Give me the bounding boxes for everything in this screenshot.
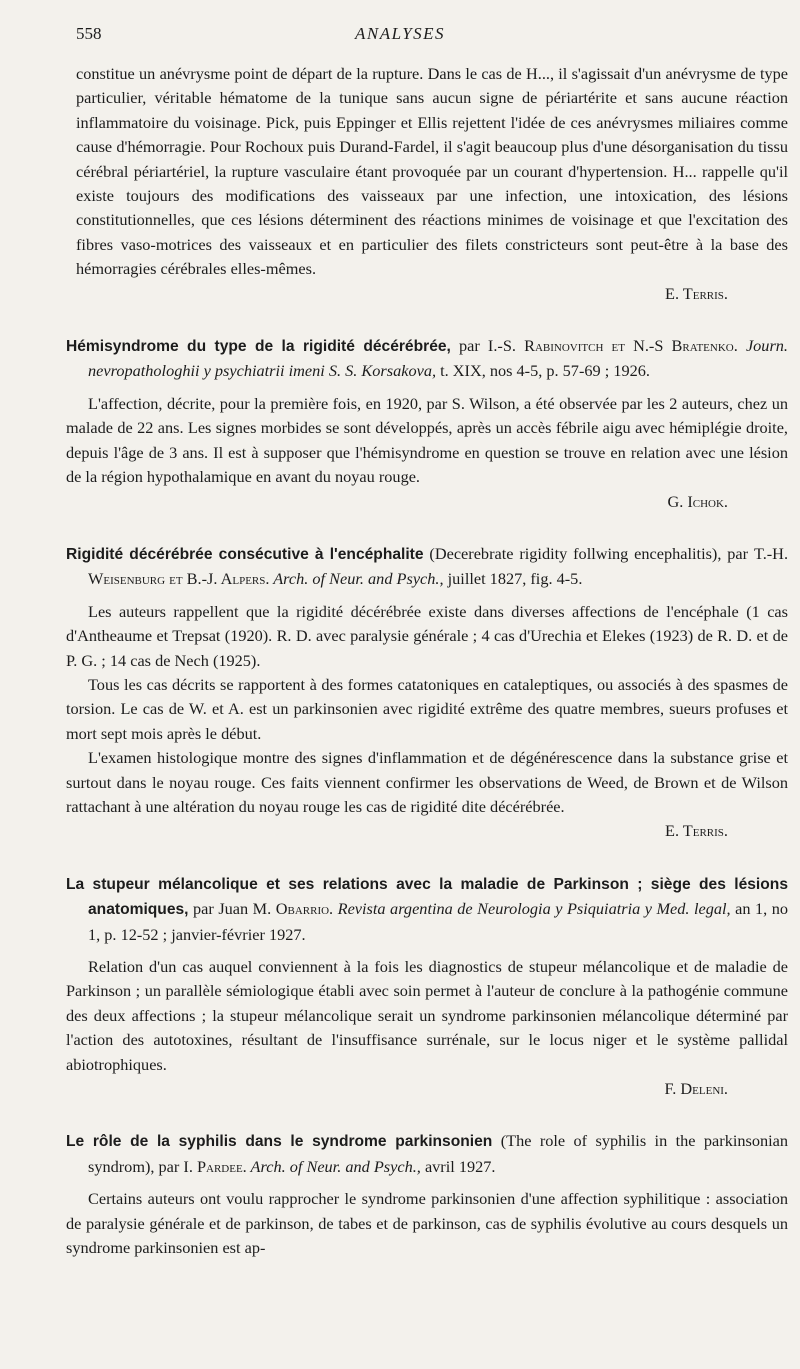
entry-paragraph: Relation d'un cas auquel conviennent à la fois les diagnostics de stupeur mélancolique et de maladie de Parkinson ; un parallèle sémiologique établi avec soin permet à l'auteur de conclure à la pathogénie commune des deux affections ; la stupeur mélancolique serait un syndrome parkinsonien mélancolique déterminé par l'action des autotoxines, résultant de l'insuffisance surrénale, sur le locus niger et le système pallidal abiotrophiques. <box>66 957 788 1074</box>
intro-signature: E. Terris. <box>665 283 728 303</box>
entry-title: Rigidité décérébrée consécutive à l'encéphalite <box>66 545 424 563</box>
entry-authors: T.-H. Weisenburg et B.-J. Alpers. <box>88 543 789 589</box>
entry-reference <box>66 1129 788 1179</box>
entry-ref-text: (Decerebrate rigidity follwing encephalitis), par <box>423 543 754 563</box>
entry-ref-text: par I.-S. <box>450 336 525 356</box>
entry-details: t. XIX, nos 4-5, p. 57-69 ; 1926. <box>436 361 650 381</box>
entry-signature: F. Deleni. <box>664 1079 728 1099</box>
entry-details: avril 1927. <box>420 1156 496 1176</box>
page-header <box>76 24 724 48</box>
entry-ref-text: par Juan M. <box>188 899 276 919</box>
entry-details: an 1, no 1, p. 12-52 ; janvier-février 1927. <box>88 899 788 944</box>
entry-reference <box>66 542 788 592</box>
abstract-entry <box>66 872 788 1102</box>
abstract-entry <box>66 542 788 844</box>
abstract-entry <box>66 1129 788 1260</box>
entry-paragraph: Tous les cas décrits se rapportent à des formes catatoniques en cataleptiques, ou associés à des spasmes de torsion. Le cas de W. et A. est un parkinsonien avec rigidité extrême des quatre membres, sueurs profuses et mort sept mois après le début. <box>66 674 788 743</box>
entry-reference <box>66 334 788 384</box>
running-head: ANALYSES <box>354 24 446 43</box>
entry-ref-text: (The role of syphilis in the parkinsonian syndrom), par I. <box>88 1131 789 1176</box>
entry-paragraph: L'affection, décrite, pour la première fois, en 1920, par S. Wilson, a été observée par les 2 auteurs, chez un malade de 22 ans. Les signes morbides se sont développés, après un accès fébrile aigu avec hémiplégie droite, depuis l'âge de 3 ans. Il est à supposer que l'hémisyndrome en question se trouve en relation avec une lésion de la région hypothalamique en avant du noyau rouge. <box>66 393 788 487</box>
intro-paragraph: constitue un anévrysme point de départ de la rupture. Dans le cas de H..., il s'agissait d'un anévrysme de type particulier, véritable hématome de la tunique sans aucun signe de périartérite et sans aucune réaction inflammatoire du voisinage. Pick, puis Eppinger et Ellis rejettent l'idée de ces anévrysmes miliaires comme cause d'hémorragie. Pour Rochoux puis Durand-Fardel, il s'agit beaucoup plus d'une désorganisation du tissu cérébral périartériel, la rupture vasculaire étant provoquée par un courant d'hypertension. H... rappelle qu'il existe toujours des modifications des vaisseaux par une infection, une intoxication, des lésions constitutionnelles, que ces lésions déterminent des réactions minimes de voisinage et que l'excitation des fibres vaso-motrices des vaisseaux et en particulier des filets constricteurs sont peut-être à la base des hémorragies cérébrales elles-mêmes. <box>76 64 788 279</box>
page-number: 558 <box>76 24 102 43</box>
entry-journal: Arch. of Neur. and Psych., <box>246 1156 421 1176</box>
entry-signature: E. Terris. <box>665 821 728 841</box>
entry-paragraph: Les auteurs rappellent que la rigidité décérébrée existe dans diverses affections de l'encéphale (1 cas d'Antheaume et Trepsat (1920). R. D. avec paralysie générale ; 4 cas d'Urechia et Elekes (1923) de R. D. et de P. G. ; 14 cas de Nech (1925). <box>66 601 788 670</box>
entry-details: juillet 1827, fig. 4-5. <box>443 569 583 589</box>
entry-title: La stupeur mélancolique et ses relations avec la maladie de Parkinson ; siège des lésions anatomiques, <box>66 875 788 919</box>
article-body <box>66 62 788 1260</box>
entry-authors: Rabinovitch et N.-S Bratenko. <box>524 336 738 356</box>
entry-authors: Obarrio. <box>275 899 334 919</box>
entry-journal: Journ. nevropathologhii y psychiatrii imeni S. S. Korsakova, <box>88 336 788 381</box>
entry-reference <box>66 872 788 947</box>
entry-title: Hémisyndrome du type de la rigidité décérébrée, <box>66 338 451 356</box>
entry-paragraph: L'examen histologique montre des signes d'inflammation et de dégénérescence dans la substance grise et surtout dans le noyau rouge. Ces faits viennent confirmer les observations de Weed, de Brown et de Wilson rattachant à une altération du noyau rouge les cas de rigidité dite décérébrée. <box>66 748 788 816</box>
entry-authors: Pardee. <box>196 1156 247 1176</box>
entry-signature: G. Ichok. <box>667 491 728 511</box>
entry-paragraph: Certains auteurs ont voulu rapprocher le syndrome parkinsonien d'une affection syphilitique : association de paralysie générale et de parkinson, de tabes et de parkinson, cas de syphilis évolutive au cours desquels un syndrome parkinsonien est ap- <box>66 1189 788 1258</box>
entry-journal: Arch. of Neur. and Psych., <box>269 569 444 589</box>
entry-journal: Revista argentina de Neurologia y Psiquiatria y Med. legal, <box>333 899 731 919</box>
entry-title: Le rôle de la syphilis dans le syndrome parkinsonien <box>66 1133 493 1151</box>
abstract-entry <box>66 334 788 514</box>
